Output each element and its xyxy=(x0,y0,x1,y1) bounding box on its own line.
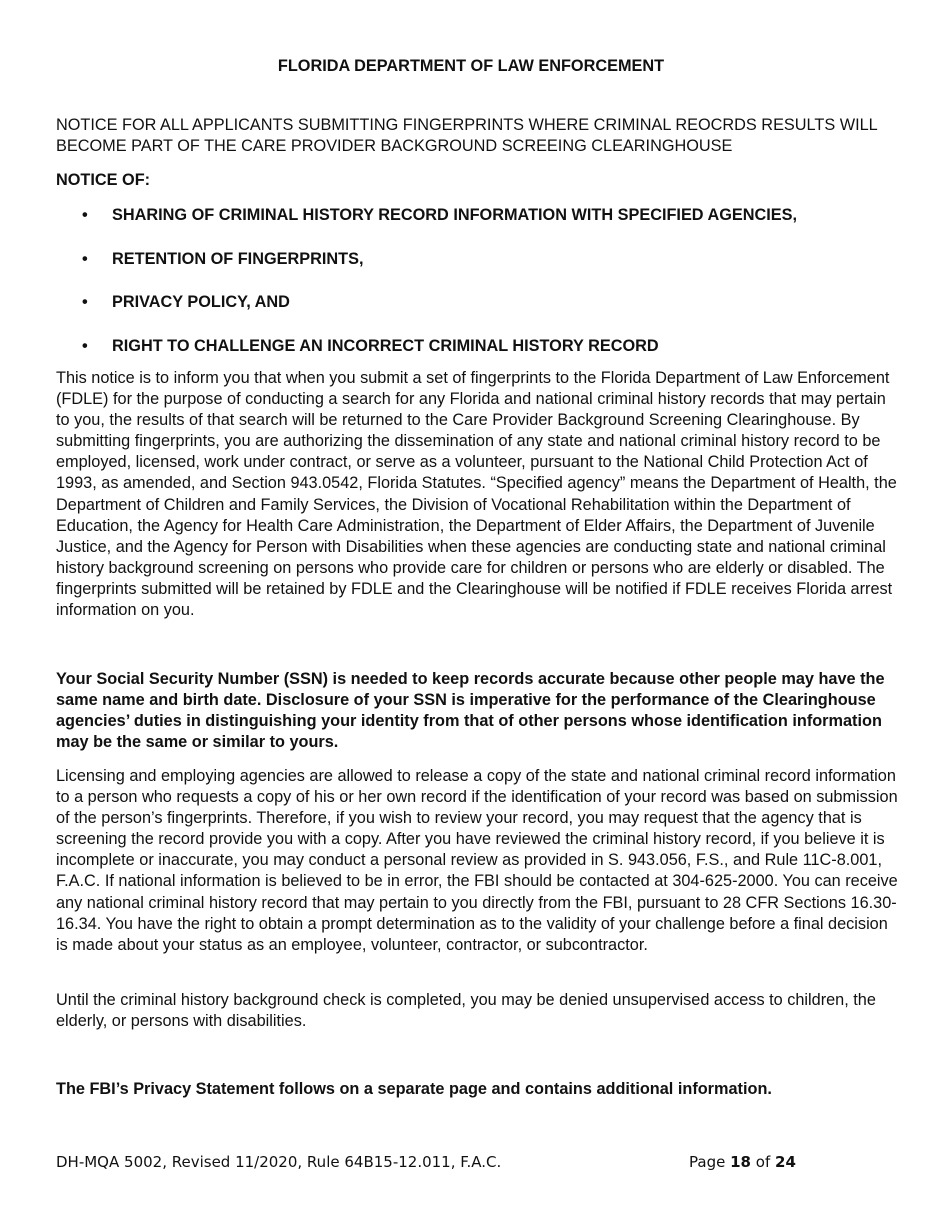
page-word: Page xyxy=(689,1153,726,1171)
list-item-text: PRIVACY POLICY, AND xyxy=(112,293,290,311)
page-number xyxy=(689,1152,796,1172)
page-total: 24 xyxy=(775,1153,796,1171)
list-item-text: RETENTION OF FINGERPRINTS, xyxy=(112,250,364,268)
fbi-privacy-note: The FBI’s Privacy Statement follows on a separate page and contains additional information. xyxy=(56,1080,772,1098)
notice-of-heading: NOTICE OF: xyxy=(56,171,151,189)
bullet-icon: • xyxy=(82,337,88,355)
form-identifier: DH-MQA 5002, Revised 11/2020, Rule 64B15-12.011, F.A.C. xyxy=(56,1153,502,1171)
page-of: of xyxy=(755,1153,771,1171)
ssn-paragraph: Your Social Security Number (SSN) is needed to keep records accurate because other people may have the same name and birth date. Disclosure of your SSN is imperative for the performance of the Clearinghouse agencies’ duties in distinguishing your identity from that of other persons whose identification information may be the same or similar to yours. xyxy=(56,670,885,752)
access-paragraph: Until the criminal history background check is completed, you may be denied unsupervised access to children, the elderly, or persons with disabilities. xyxy=(56,991,876,1031)
page-current: 18 xyxy=(730,1153,751,1171)
list-item-text: RIGHT TO CHALLENGE AN INCORRECT CRIMINAL HISTORY RECORD xyxy=(112,337,659,355)
bullet-icon: • xyxy=(82,250,88,268)
fingerprint-notice-paragraph: This notice is to inform you that when you submit a set of fingerprints to the Florida Department of Law Enforcement (FDLE) for the purpose of conducting a search for any Florida and national criminal history records that may pertain to you, the results of that search will be returned to the Care Provider Background Screening Clearinghouse. By submitting fingerprints, you are authorizing the dissemination of any state and national criminal history record to be employed, licensed, work under contract, or serve as a volunteer, pursuant to the National Child Protection Act of 1993, as amended, and Section 943.0542, Florida Statutes. “Specified agency” means the Department of Health, the Department of Children and Family Services, the Division of Vocational Rehabilitation within the Department of Education, the Agency for Health Care Administration, the Department of Elder Affairs, the Department of Juvenile Justice, and the Agency for Person with Disabilities when these agencies are conducting state and national criminal history background screening on persons who provide care for children or persons who are elderly or disabled. The fingerprints submitted will be retained by FDLE and the Clearinghouse will be notified if FDLE receives Florida arrest information on you. xyxy=(56,369,897,620)
list-item-text: SHARING OF CRIMINAL HISTORY RECORD INFORMATION WITH SPECIFIED AGENCIES, xyxy=(112,206,798,224)
bullet-icon: • xyxy=(82,206,88,224)
bullet-icon: • xyxy=(82,293,88,311)
notice-intro: NOTICE FOR ALL APPLICANTS SUBMITTING FINGERPRINTS WHERE CRIMINAL REOCRDS RESULTS WILL BECOME PART OF THE CARE PROVIDER BACKGROUND SCREEING CLEARINGHOUSE xyxy=(56,116,878,155)
page-title: FLORIDA DEPARTMENT OF LAW ENFORCEMENT xyxy=(277,57,665,75)
record-review-paragraph: Licensing and employing agencies are allowed to release a copy of the state and national criminal record information to a person who requests a copy of his or her own record if the identification of your record was based on submission of the person’s fingerprints. Therefore, if you wish to review your record, you may request that the agency that is screening the record provide you with a copy. After you have reviewed the criminal history record, if you believe it is incomplete or inaccurate, you may conduct a personal review as provided in S. 943.056, F.S., and Rule 11C-8.001, F.A.C. If national information is believed to be in error, the FBI should be contacted at 304-625-2000. You can receive any national criminal history record that may pertain to you directly from the FBI, pursuant to 28 CFR Sections 16.30-16.34. You have the right to obtain a prompt determination as to the validity of your challenge before a final decision is made about your status as an employee, volunteer, contractor, or subcontractor. xyxy=(56,767,898,954)
